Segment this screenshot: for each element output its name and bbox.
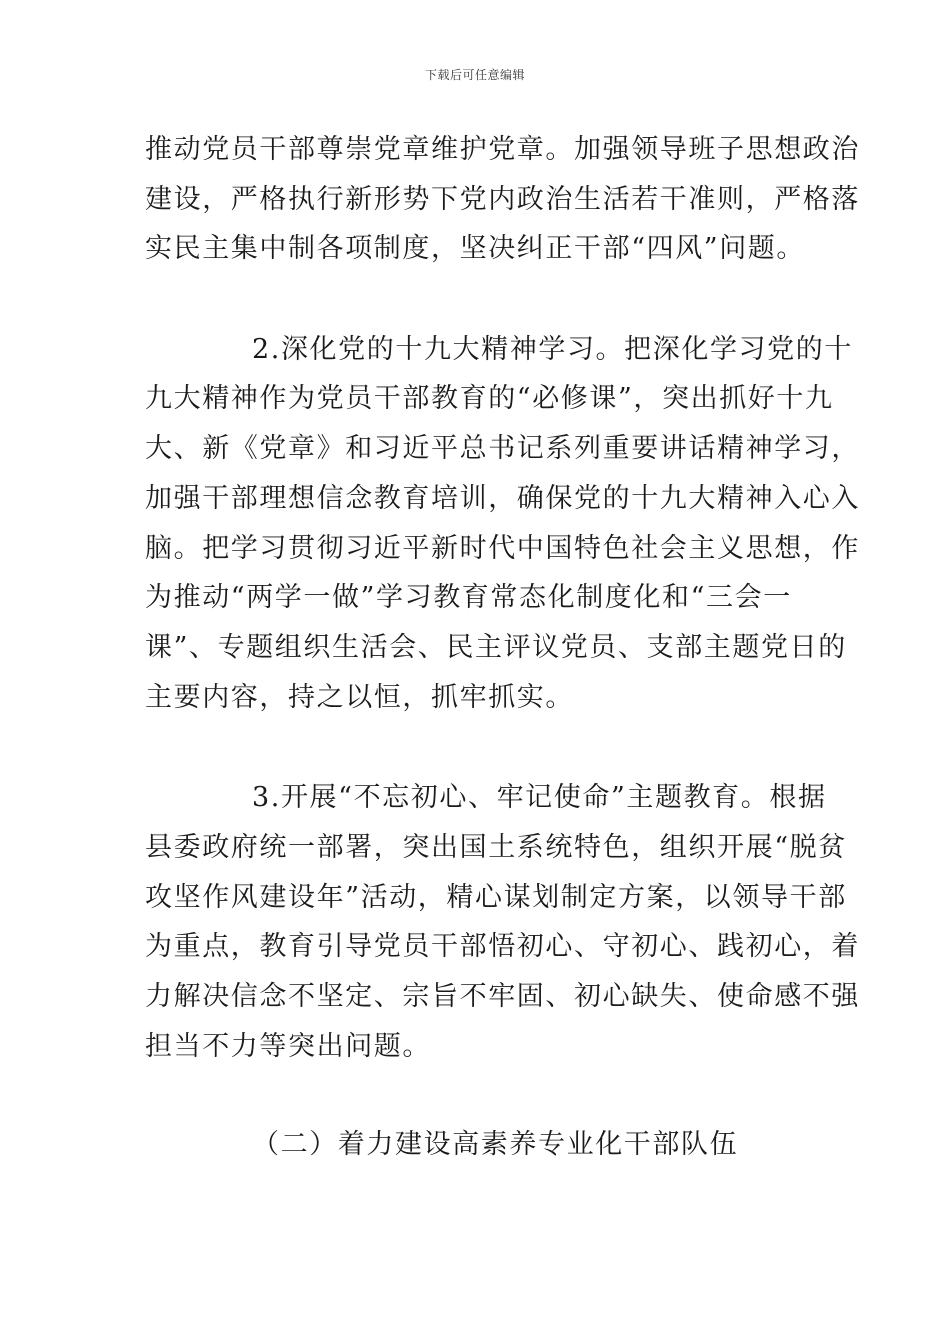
- paragraph-3-line-5: 力解决信念不坚定、宗旨不牢固、初心缺失、使命感不强: [145, 981, 860, 1012]
- paragraph-2-line-1: 2.深化党的十九大精神学习。把深化学习党的十: [252, 334, 853, 365]
- paragraph-1-line-1: 推动党员干部尊崇党章维护党章。加强领导班子思想政治: [145, 134, 860, 165]
- paragraph-2-line-6: 为推动“两学一做”学习教育常态化制度化和“三会一: [145, 582, 792, 613]
- paragraph-2-line-8: 主要内容，持之以恒，抓牢抓实。: [145, 682, 574, 713]
- paragraph-3-line-1: 3.开展“不忘初心、牢记使命”主题教育。根据: [252, 782, 827, 813]
- paragraph-2-line-7: 课”、专题组织生活会、民主评议党员、支部主题党日的: [145, 632, 847, 663]
- paragraph-3-line-3: 攻坚作风建设年”活动，精心谋划制定方案，以领导干部: [145, 882, 847, 913]
- paragraph-3-line-6: 担当不力等突出问题。: [145, 1031, 431, 1062]
- paragraph-1-line-2: 建设，严格执行新形势下党内政治生活若干准则，严格落: [145, 184, 860, 215]
- section-heading: （二）着力建设高素养专业化干部队伍: [252, 1129, 739, 1160]
- paragraph-3-line-2: 县委政府统一部署，突出国土系统特色，组织开展“脱贫: [145, 832, 847, 863]
- paragraph-2-line-5: 脑。把学习贯彻习近平新时代中国特色社会主义思想，作: [145, 533, 860, 564]
- paragraph-2-line-2: 九大精神作为党员干部教育的“必修课”，突出抓好十九: [145, 383, 834, 414]
- paragraph-3-line-4: 为重点，教育引导党员干部悟初心、守初心、践初心，着: [145, 931, 860, 962]
- page-header: 下载后可任意编辑: [424, 68, 525, 82]
- paragraph-2-line-3: 大、新《党章》和习近平总书记系列重要讲话精神学习，: [145, 433, 860, 464]
- paragraph-2-line-4: 加强干部理想信念教育培训，确保党的十九大精神入心入: [145, 483, 860, 514]
- paragraph-1-line-3: 实民主集中制各项制度，坚决纠正干部“四风”问题。: [145, 233, 806, 264]
